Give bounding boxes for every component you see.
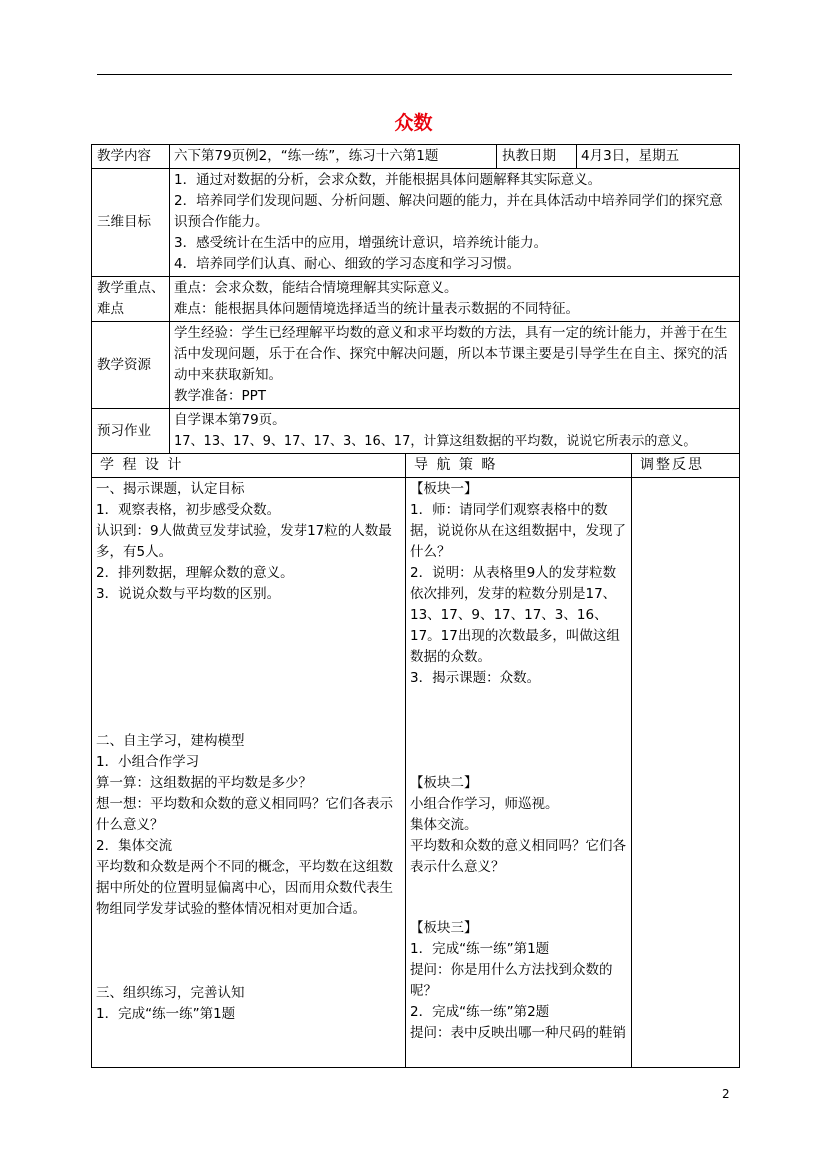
- header-rule: [97, 74, 732, 75]
- strategy-heading: 【板块二】: [410, 775, 478, 791]
- strategy-line: 集体交流。: [410, 817, 478, 833]
- focus-item: 重点：会求众数，能结合情境理解其实际意义。: [174, 280, 458, 296]
- page-title: 众数: [394, 112, 433, 134]
- design-part-1: [96, 479, 401, 605]
- resources-item: 教学准备：PPT: [174, 388, 267, 404]
- homework-item: 17、13、17、9、17、17、3、16、17，计算这组数据的平均数，说说它所表示的意义。: [174, 434, 697, 449]
- spacer: [96, 605, 401, 731]
- design-heading: 二、自主学习，建构模型: [96, 733, 245, 749]
- column-header-design: 学 程 设 计: [92, 454, 406, 478]
- strategy-block-3: [410, 918, 627, 1044]
- goal-item: 1．通过对数据的分析，会求众数，并能根据具体问题解释其实际意义。: [174, 172, 602, 188]
- design-line: 1．小组合作学习: [96, 754, 200, 770]
- homework-item: 自学课本第79页。: [174, 412, 286, 428]
- design-line: 2．排列数据，理解众数的意义。: [96, 565, 294, 581]
- date-value: 4月3日，星期五: [577, 145, 740, 169]
- strategy-block-1: [410, 479, 627, 689]
- strategy-heading: 【板块一】: [410, 481, 478, 497]
- design-part-3: [96, 983, 401, 1025]
- design-line: 1．完成“练一练”第1题: [96, 1006, 236, 1022]
- design-heading: 三、组织练习，完善认知: [96, 985, 245, 1001]
- strategy-line: 提问：你是用什么方法找到众数的呢？: [410, 962, 613, 999]
- goals-cell: [170, 169, 740, 277]
- column-header-reflection: 调整反思: [632, 454, 740, 478]
- spacer: [410, 689, 627, 773]
- resources-cell: [170, 322, 740, 409]
- homework-label: 预习作业: [92, 409, 170, 454]
- focus-label: 教学重点、难点: [92, 277, 170, 322]
- goal-item: 3．感受统计在生活中的应用，增强统计意识，培养统计能力。: [174, 235, 548, 251]
- design-line: 平均数和众数是两个不同的概念，平均数在这组数据中所处的位置明显偏离中心，因而用众数代表生物组同学发芽试验的整体情况相对更加合适。: [96, 859, 393, 917]
- strategy-line: 1．师：请同学们观察表格中的数据，说说你从在这组数据中，发现了什么？: [410, 502, 626, 560]
- strategy-heading: 【板块三】: [410, 920, 478, 936]
- resources-label: 教学资源: [92, 322, 170, 409]
- content-value: 六下第79页例2，“练一练”，练习十六第1题: [170, 145, 497, 169]
- resources-item: 学生经验：学生已经理解平均数的意义和求平均数的方法，具有一定的统计能力，并善于在生活中发现问题，乐于在合作、探究中解决问题，所以本节课主要是引导学生在自主、探究的活动中来获取新知。: [174, 325, 728, 383]
- reflection-column: [632, 478, 740, 1068]
- design-heading: 一、揭示课题，认定目标: [96, 481, 245, 497]
- column-header-strategy: 导 航 策 略: [406, 454, 632, 478]
- strategy-column: [406, 478, 632, 1068]
- strategy-line: 提问：表中反映出哪一种尺码的鞋销: [410, 1025, 626, 1041]
- spacer: [410, 878, 627, 918]
- strategy-line: 1．完成“练一练”第1题: [410, 941, 550, 957]
- goal-item: 4．培养同学们认真、耐心、细致的学习态度和学习习惯。: [174, 256, 521, 272]
- strategy-line: 小组合作学习，师巡视。: [410, 796, 559, 812]
- strategy-line: 3．揭示课题：众数。: [410, 670, 541, 686]
- focus-item: 难点：能根据具体问题情境选择适当的统计量表示数据的不同特征。: [174, 301, 579, 317]
- strategy-block-2: [410, 773, 627, 878]
- content-label: 教学内容: [92, 145, 170, 169]
- design-line: 1．观察表格，初步感受众数。: [96, 502, 281, 518]
- design-column: [92, 478, 406, 1068]
- lesson-plan-table: [91, 144, 740, 1068]
- design-line: 2．集体交流: [96, 838, 173, 854]
- homework-cell: [170, 409, 740, 454]
- strategy-line: 平均数和众数的意义相同吗？它们各表示什么意义？: [410, 838, 626, 875]
- date-label: 执教日期: [497, 145, 577, 169]
- goal-item: 2．培养同学们发现问题、分析问题、解决问题的能力，并在具体活动中培养同学们的探究意识预合作能力。: [174, 193, 723, 230]
- strategy-line: 2．完成“练一练”第2题: [410, 1004, 550, 1020]
- design-line: 算一算：这组数据的平均数是多少？: [96, 775, 312, 791]
- design-line: 3．说说众数与平均数的区别。: [96, 586, 281, 602]
- design-part-2: [96, 731, 401, 920]
- goals-label: 三维目标: [92, 169, 170, 277]
- focus-cell: [170, 277, 740, 322]
- page-number: 2: [722, 1087, 730, 1101]
- spacer: [96, 920, 401, 983]
- strategy-line: 2．说明：从表格里9人的发芽粒数依次排列，发芽的粒数分别是17、13、17、9、17、17、3、16、17。17出现的次数最多，叫做这组数据的众数。: [410, 565, 620, 665]
- design-line: 想一想：平均数和众数的意义相同吗？它们各表示什么意义？: [96, 796, 393, 833]
- design-line: 认识到：9人做黄豆发芽试验，发芽17粒的人数最多，有5人。: [96, 523, 392, 560]
